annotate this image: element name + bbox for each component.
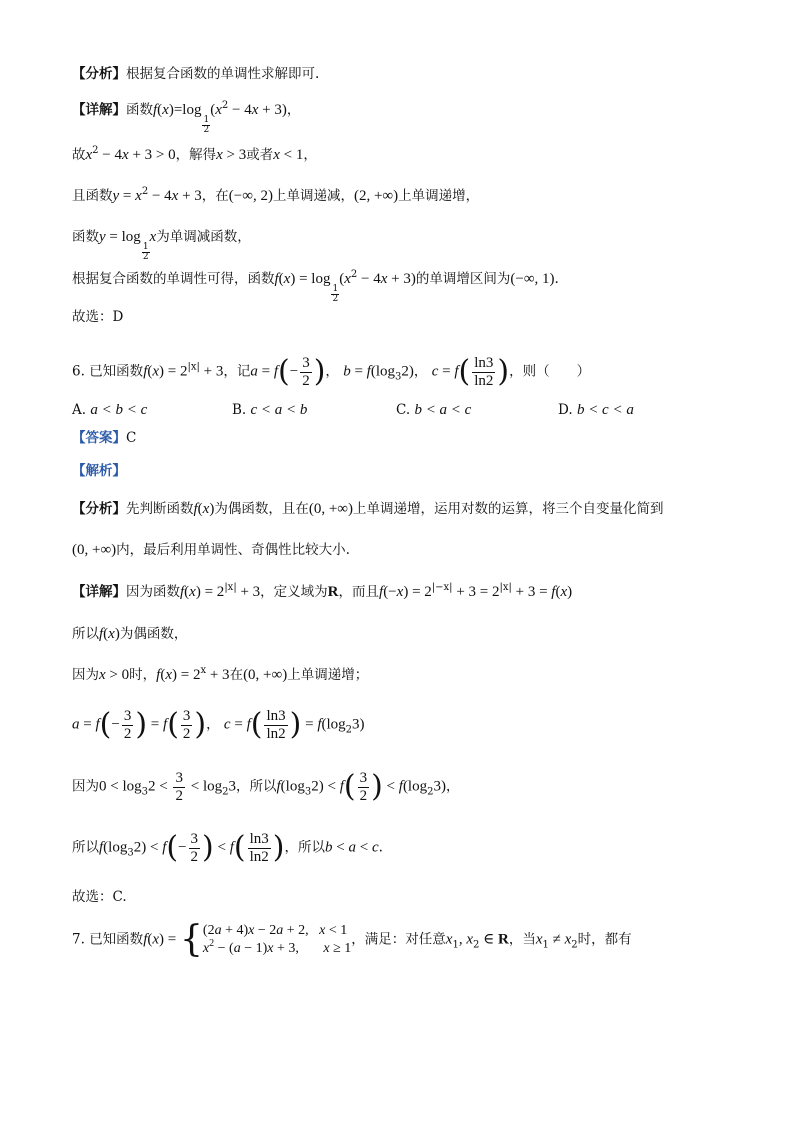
text: 所以 [72, 839, 99, 856]
text: ，而且 [338, 584, 380, 600]
option-expr: a < b < c [90, 402, 148, 418]
text: ，解得 [175, 147, 217, 163]
question-number: 7. [72, 931, 85, 948]
text: ，在 [201, 188, 229, 204]
text: 上单调递增，运用对数的运算，将三个自变量化简到 [353, 501, 664, 517]
text: 为偶函数， [119, 626, 188, 642]
text: ，记 [223, 363, 251, 380]
text: 先判断函数 [126, 501, 194, 517]
text: 为单调减函数， [156, 229, 251, 245]
text: 根据复合函数的单调性可得，函数 [72, 271, 275, 287]
text: 因为 [72, 667, 99, 683]
text: 且函数 [72, 188, 113, 204]
option-expr: b < c < a [576, 402, 634, 418]
text: 因为函数 [126, 584, 180, 600]
piecewise-cases: (2a + 4)x − 2a + 2, x < 1 $x^2 - (a - 1)x + 3$, x ≥ 1 [202, 923, 352, 957]
text: 故 [72, 147, 86, 163]
text: ，定义域为 [260, 584, 328, 600]
option-label: A. [72, 402, 87, 418]
question-number: 6. [72, 363, 85, 380]
analysis-tag: 【分析】 [72, 501, 126, 517]
option-expr: c < a < b [250, 402, 308, 418]
q6-detail-line-5: 因为$0 < \log_32$ < $\frac{3}{2}$ < $\log_23$，所以$f(\log_32) < f$( $\frac{3}{2}$ ) < $f(\log_23)$， [72, 769, 460, 804]
section-tag: 【解析】 [72, 463, 126, 479]
text: ，当 [508, 931, 536, 948]
q5-detail-line-4: 函数y = log $\frac{1}{2}$ x为单调减函数， [72, 229, 251, 262]
q6-detail-line-6: 所以$f(\log_32) < f(-$ $\frac{3}{2}$ ) < f( $\frac{\ln 3}{\ln 2}$ )，所以b < a < c. [72, 830, 383, 865]
text: 函数 [72, 229, 99, 245]
text: 已知函数 [89, 363, 144, 380]
text: 已知函数 [89, 931, 144, 948]
q6-choice: 故选：C. [72, 889, 127, 905]
text: 所以 [72, 626, 99, 642]
text: ，则（ ） [509, 363, 591, 380]
q5-detail-line-2: 故$x^2 - 4x + 3 > 0$，解得x > 3或者x < 1， [72, 145, 317, 163]
answer-value: C [126, 430, 137, 446]
analysis-text: 根据复合函数的单调性求解即可. [126, 66, 320, 82]
q6-analysis-header [72, 465, 126, 479]
text: 时， [129, 667, 157, 683]
option-a[interactable] [72, 402, 147, 419]
text: 为偶函数，且在 [214, 501, 309, 517]
q5-analysis [72, 68, 319, 82]
option-expr: b < a < c [414, 402, 472, 418]
q5-choice: 故选：D [72, 309, 124, 325]
q6-detail-line-4: a = f(− $\frac{3}{2}$ ) = f( $\frac{3}{2}$ )， c = f( $\frac{\ln 3}{\ln 2}$ ) = $f(\log_23)$ [72, 707, 365, 742]
detail-tag: 【详解】 [72, 584, 126, 600]
analysis-tag: 【分析】 [72, 66, 126, 82]
option-label: B. [232, 402, 247, 418]
text: 或者 [246, 147, 274, 163]
text: 的单调增区间为 [415, 271, 511, 287]
option-label: C. [396, 402, 411, 418]
q6-analysis-line-2: (0, +∞)内，最后利用单调性、奇偶性比较大小. [72, 542, 350, 558]
answer-tag: 【答案】 [72, 430, 126, 446]
q5-detail-line-3: 且函数$y = x^2 - 4x + 3$，在(−∞, 2)上单调递减，(2, +∞)上单调递增， [72, 186, 480, 204]
q6-detail-line-3: 因为x > 0时，$f(x) = 2^x + 3$在(0, +∞)上单调递增； [72, 665, 369, 683]
text: 上单调递增， [398, 188, 480, 204]
text: 内，最后利用单调性、奇偶性比较大小. [116, 542, 350, 558]
q6-answer [72, 432, 136, 446]
text: 在 [229, 667, 244, 683]
option-label: D. [558, 402, 573, 418]
option-c[interactable] [396, 402, 471, 419]
option-b[interactable] [232, 402, 307, 419]
q7-stem: 7. 已知函数f(x) = { (2a + 4)x − 2a + 2, x < 1 $x^2 - (a - 1)x + 3$, x ≥ 1 ，满足：对任意$x_1$, $x_2$ ∈ R，当$x_1 \ne x_2$时，都有 [72, 919, 632, 961]
text: 因为 [72, 778, 99, 795]
option-d[interactable] [558, 402, 634, 419]
text: 时，都有 [577, 931, 632, 948]
q6-stem: 6. 已知函数$f(x) = 2^{|x|} + 3$，记a = f(− $\frac{3}{2}$ )， $b = f(\log_32)$， c = f( $\frac{\ln 3}{\ln 2}$ )，则（ ） [72, 354, 591, 389]
text: 上单调递增； [287, 667, 369, 683]
detail-tag: 【详解】 [72, 102, 126, 118]
q5-detail-line-5: 根据复合函数的单调性可得，函数f(x) = log $\frac{1}{2}$ $(x^2 - 4x + 3)$的单调增区间为(−∞, 1). [72, 269, 559, 304]
text: ，所以 [236, 778, 277, 795]
q5-detail-line-1: 【详解】函数f(x)=log $\frac{1}{2}$ $(x^2 - 4x + 3)$， [72, 100, 301, 135]
text: 函数 [126, 102, 153, 118]
text: ，满足：对任意 [351, 931, 446, 948]
q6-detail-line-1: 【详解】因为函数$f(x) = 2^{|x|} + 3$，定义域为R，而且$f(-x) = 2^{|-x|} + 3 = 2^{|x|} + 3 = f(x)$ [72, 582, 573, 600]
q6-detail-line-2: 所以f(x)为偶函数， [72, 626, 188, 642]
q6-analysis-line-1: 【分析】先判断函数f(x)为偶函数，且在(0, +∞)上单调递增，运用对数的运算，将三个自变量化简到 [72, 501, 664, 517]
text: ，所以 [284, 839, 326, 856]
text: 上单调递减， [272, 188, 354, 204]
